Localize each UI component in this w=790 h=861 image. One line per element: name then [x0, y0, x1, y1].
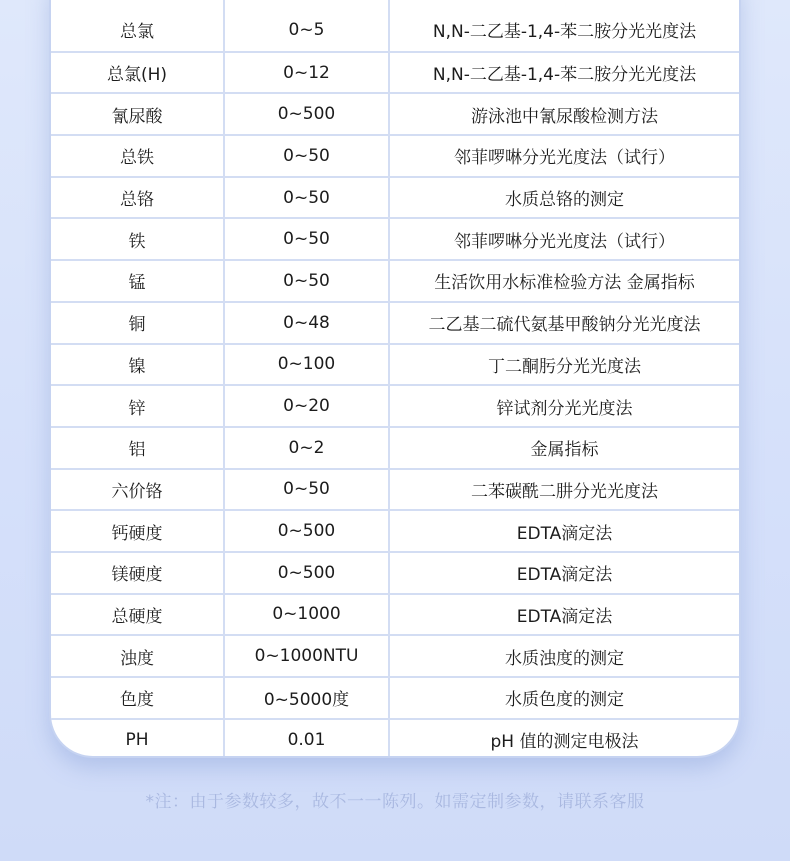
range-cell: 0~50 — [225, 136, 390, 176]
table-row — [51, 509, 739, 551]
parameter-name-cell: 六价铬 — [51, 470, 225, 510]
range-cell: 0~2 — [225, 428, 390, 468]
parameter-name-cell: 镍 — [51, 345, 225, 385]
parameter-name-cell: 铁 — [51, 219, 225, 259]
range-cell: 0~1000 — [225, 595, 390, 635]
table-row — [51, 634, 739, 676]
parameter-table — [51, 9, 739, 758]
range-cell: 0~50 — [225, 178, 390, 218]
range-cell: 0~1000NTU — [225, 636, 390, 676]
range-cell: 0~48 — [225, 303, 390, 343]
method-cell: 生活饮用水标准检验方法 金属指标 — [434, 273, 695, 294]
table-row — [51, 176, 739, 218]
parameter-name-cell: 总氯 — [51, 9, 225, 51]
method-cell: 水质色度的测定 — [505, 690, 624, 711]
method-cell: 水质总铬的测定 — [505, 190, 624, 211]
table-row — [51, 301, 739, 343]
parameter-name-cell: 锌 — [51, 386, 225, 426]
method-cell: 金属指标 — [530, 440, 599, 461]
range-cell: 0~500 — [225, 511, 390, 551]
range-cell: 0~100 — [225, 345, 390, 385]
method-cell: EDTA滴定法 — [516, 523, 613, 544]
method-cell: 游泳池中氰尿酸检测方法 — [471, 106, 658, 127]
method-cell: 水质浊度的测定 — [505, 648, 624, 669]
table-row — [51, 217, 739, 259]
method-cell: EDTA滴定法 — [516, 606, 613, 627]
table-row — [51, 426, 739, 468]
parameter-name-cell: 浊度 — [51, 636, 225, 676]
range-cell: 0~5 — [225, 9, 390, 51]
method-cell: N,N-二乙基-1,4-苯二胺分光光度法 — [432, 22, 697, 43]
parameter-table-card — [49, 0, 741, 758]
range-cell: 0.01 — [225, 720, 390, 758]
parameter-name-cell: 色度 — [51, 678, 225, 718]
method-cell: 邻菲啰啉分光光度法（试行） — [454, 148, 675, 169]
method-cell: EDTA滴定法 — [516, 565, 613, 586]
parameter-name-cell: 钙硬度 — [51, 511, 225, 551]
range-cell: 0~50 — [225, 470, 390, 510]
range-cell: 0~50 — [225, 219, 390, 259]
footnote: *注：由于参数较多，故不一一陈列。如需定制参数，请联系客服 — [145, 792, 645, 812]
method-cell: 邻菲啰啉分光光度法（试行） — [454, 231, 675, 252]
table-row — [51, 51, 739, 93]
method-cell: 锌试剂分光光度法 — [496, 398, 633, 419]
method-cell: pH 值的测定电极法 — [490, 732, 639, 753]
method-cell: 二苯碳酰二肼分光光度法 — [471, 481, 658, 502]
parameter-name-cell: 锰 — [51, 261, 225, 301]
table-top-continuation — [51, 0, 739, 9]
parameter-name-cell: 铝 — [51, 428, 225, 468]
table-row — [51, 718, 739, 758]
table-row — [51, 551, 739, 593]
range-cell: 0~50 — [225, 261, 390, 301]
parameter-name-cell: 总硬度 — [51, 595, 225, 635]
table-row — [51, 384, 739, 426]
range-cell: 0~500 — [225, 94, 390, 134]
method-cell: 丁二酮肟分光光度法 — [488, 356, 641, 377]
method-cell: 二乙基二硫代氨基甲酸钠分光光度法 — [428, 315, 701, 336]
table-row — [51, 92, 739, 134]
table-row — [51, 259, 739, 301]
table-row — [51, 468, 739, 510]
table-row — [51, 343, 739, 385]
parameter-name-cell: 总铁 — [51, 136, 225, 176]
range-cell: 0~500 — [225, 553, 390, 593]
range-cell: 0~12 — [225, 53, 390, 93]
parameter-name-cell: 铜 — [51, 303, 225, 343]
range-cell: 0~20 — [225, 386, 390, 426]
parameter-name-cell: 总铬 — [51, 178, 225, 218]
table-row — [51, 134, 739, 176]
parameter-name-cell: PH — [51, 720, 225, 758]
table-row — [51, 9, 739, 51]
table-row — [51, 593, 739, 635]
parameter-name-cell: 总氯(H) — [51, 53, 225, 93]
parameter-name-cell: 镁硬度 — [51, 553, 225, 593]
table-row — [51, 676, 739, 718]
range-cell: 0~5000度 — [225, 678, 390, 718]
parameter-name-cell: 氰尿酸 — [51, 94, 225, 134]
method-cell: N,N-二乙基-1,4-苯二胺分光光度法 — [432, 65, 697, 86]
